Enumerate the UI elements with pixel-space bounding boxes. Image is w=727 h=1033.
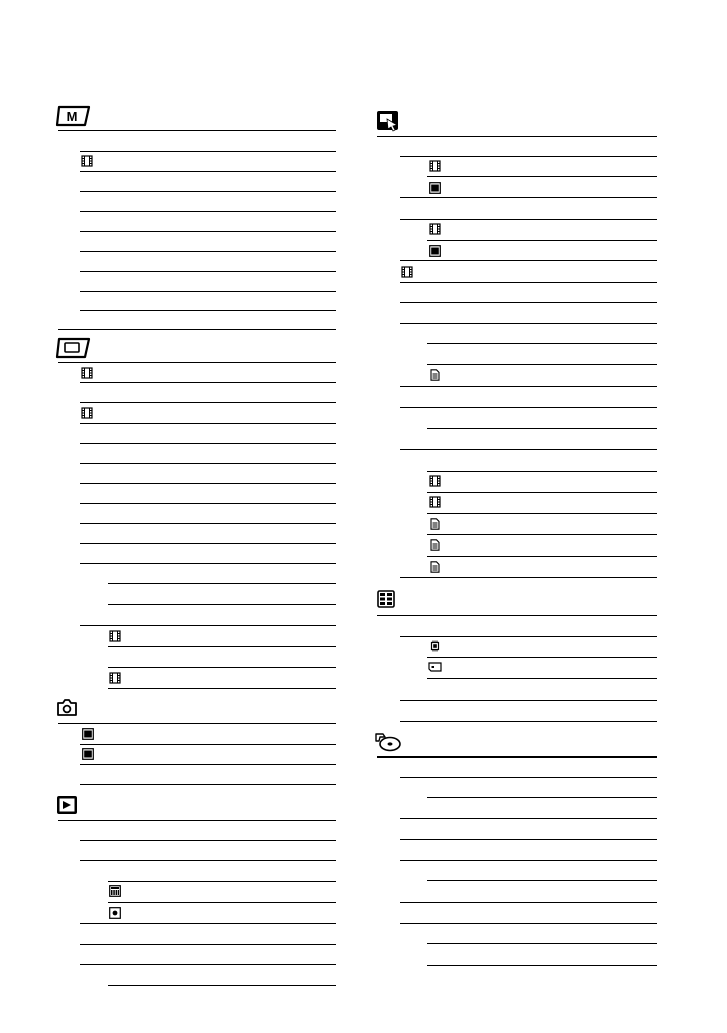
row-divider — [80, 291, 336, 292]
film-icon — [81, 406, 93, 424]
film-icon — [109, 629, 121, 647]
row-divider — [80, 463, 336, 464]
row-divider — [80, 402, 336, 403]
row-divider — [427, 943, 657, 944]
row-divider — [108, 646, 336, 647]
row-divider — [400, 386, 657, 387]
row-divider — [427, 428, 657, 429]
film-icon — [81, 154, 93, 172]
row-divider — [427, 880, 657, 881]
row-divider — [80, 840, 336, 841]
film-icon — [429, 495, 441, 513]
document-icon — [429, 538, 441, 556]
photo-frame-icon — [82, 747, 94, 765]
row-divider — [80, 503, 336, 504]
film-icon — [109, 671, 121, 689]
row-divider — [80, 231, 336, 232]
row-divider — [427, 657, 657, 658]
memory-chip-icon — [429, 639, 441, 657]
row-divider — [427, 240, 657, 241]
row-divider — [80, 625, 336, 626]
row-divider — [80, 151, 336, 152]
row-divider — [108, 688, 336, 689]
row-divider — [400, 219, 657, 220]
row-divider — [400, 302, 657, 303]
row-divider — [427, 471, 657, 472]
photo-frame-icon — [82, 727, 94, 745]
row-divider — [80, 443, 336, 444]
row-divider — [400, 407, 657, 408]
row-divider — [400, 818, 657, 819]
row-divider — [400, 449, 657, 450]
document-icon — [429, 517, 441, 535]
row-divider — [400, 860, 657, 861]
row-divider — [400, 902, 657, 903]
row-divider — [80, 764, 336, 765]
memory-card-icon — [428, 660, 442, 678]
row-divider — [427, 364, 657, 365]
row-divider — [108, 667, 336, 668]
film-icon — [81, 366, 93, 384]
row-divider — [377, 136, 657, 137]
row-divider — [80, 310, 336, 311]
row-divider — [377, 756, 657, 758]
row-divider — [427, 176, 657, 177]
row-divider — [80, 171, 336, 172]
row-divider — [80, 784, 336, 785]
film-icon — [429, 159, 441, 177]
row-divider — [427, 343, 657, 344]
row-divider — [427, 678, 657, 679]
document-icon — [429, 368, 441, 386]
row-divider — [80, 382, 336, 383]
svg-text:M: M — [66, 109, 78, 124]
document-icon — [429, 560, 441, 578]
row-divider — [80, 523, 336, 524]
row-divider — [108, 604, 336, 605]
row-divider — [80, 563, 336, 564]
row-divider — [400, 700, 657, 701]
photo-camera-icon — [56, 698, 78, 723]
row-divider — [80, 271, 336, 272]
row-divider — [80, 744, 336, 745]
row-divider — [80, 423, 336, 424]
row-divider — [80, 191, 336, 192]
photo-frame-icon — [429, 181, 441, 199]
row-divider — [58, 329, 336, 330]
row-divider — [400, 777, 657, 778]
row-divider — [80, 251, 336, 252]
row-divider — [400, 839, 657, 840]
row-divider — [400, 636, 657, 637]
row-divider — [80, 543, 336, 544]
camera-screen-icon — [55, 336, 91, 365]
row-divider — [58, 820, 336, 821]
row-divider — [58, 362, 336, 363]
row-divider — [427, 513, 657, 514]
row-divider — [427, 797, 657, 798]
row-divider — [427, 492, 657, 493]
row-divider — [108, 583, 336, 584]
row-divider — [108, 881, 336, 882]
manual-m-icon — [55, 104, 91, 133]
row-divider — [400, 323, 657, 324]
row-divider — [108, 902, 336, 903]
row-divider — [80, 860, 336, 861]
row-divider — [427, 556, 657, 557]
portrait-icon — [109, 906, 121, 924]
row-divider — [80, 964, 336, 965]
row-divider — [58, 130, 336, 131]
media-list-icon — [377, 590, 395, 613]
row-divider — [108, 985, 336, 986]
row-divider — [58, 723, 336, 724]
playback-icon — [56, 795, 78, 820]
film-icon — [429, 474, 441, 492]
row-divider — [400, 156, 657, 157]
index-grid-icon — [109, 884, 121, 902]
row-divider — [377, 615, 657, 616]
row-divider — [400, 282, 657, 283]
row-divider — [400, 721, 657, 722]
row-divider — [400, 923, 657, 924]
film-icon — [401, 265, 413, 283]
photo-frame-icon — [429, 244, 441, 262]
row-divider — [80, 483, 336, 484]
row-divider — [427, 965, 657, 966]
row-divider — [80, 944, 336, 945]
film-icon — [429, 222, 441, 240]
row-divider — [80, 211, 336, 212]
disc-hand-icon — [375, 731, 401, 758]
row-divider — [427, 534, 657, 535]
touch-edit-icon — [376, 110, 400, 137]
